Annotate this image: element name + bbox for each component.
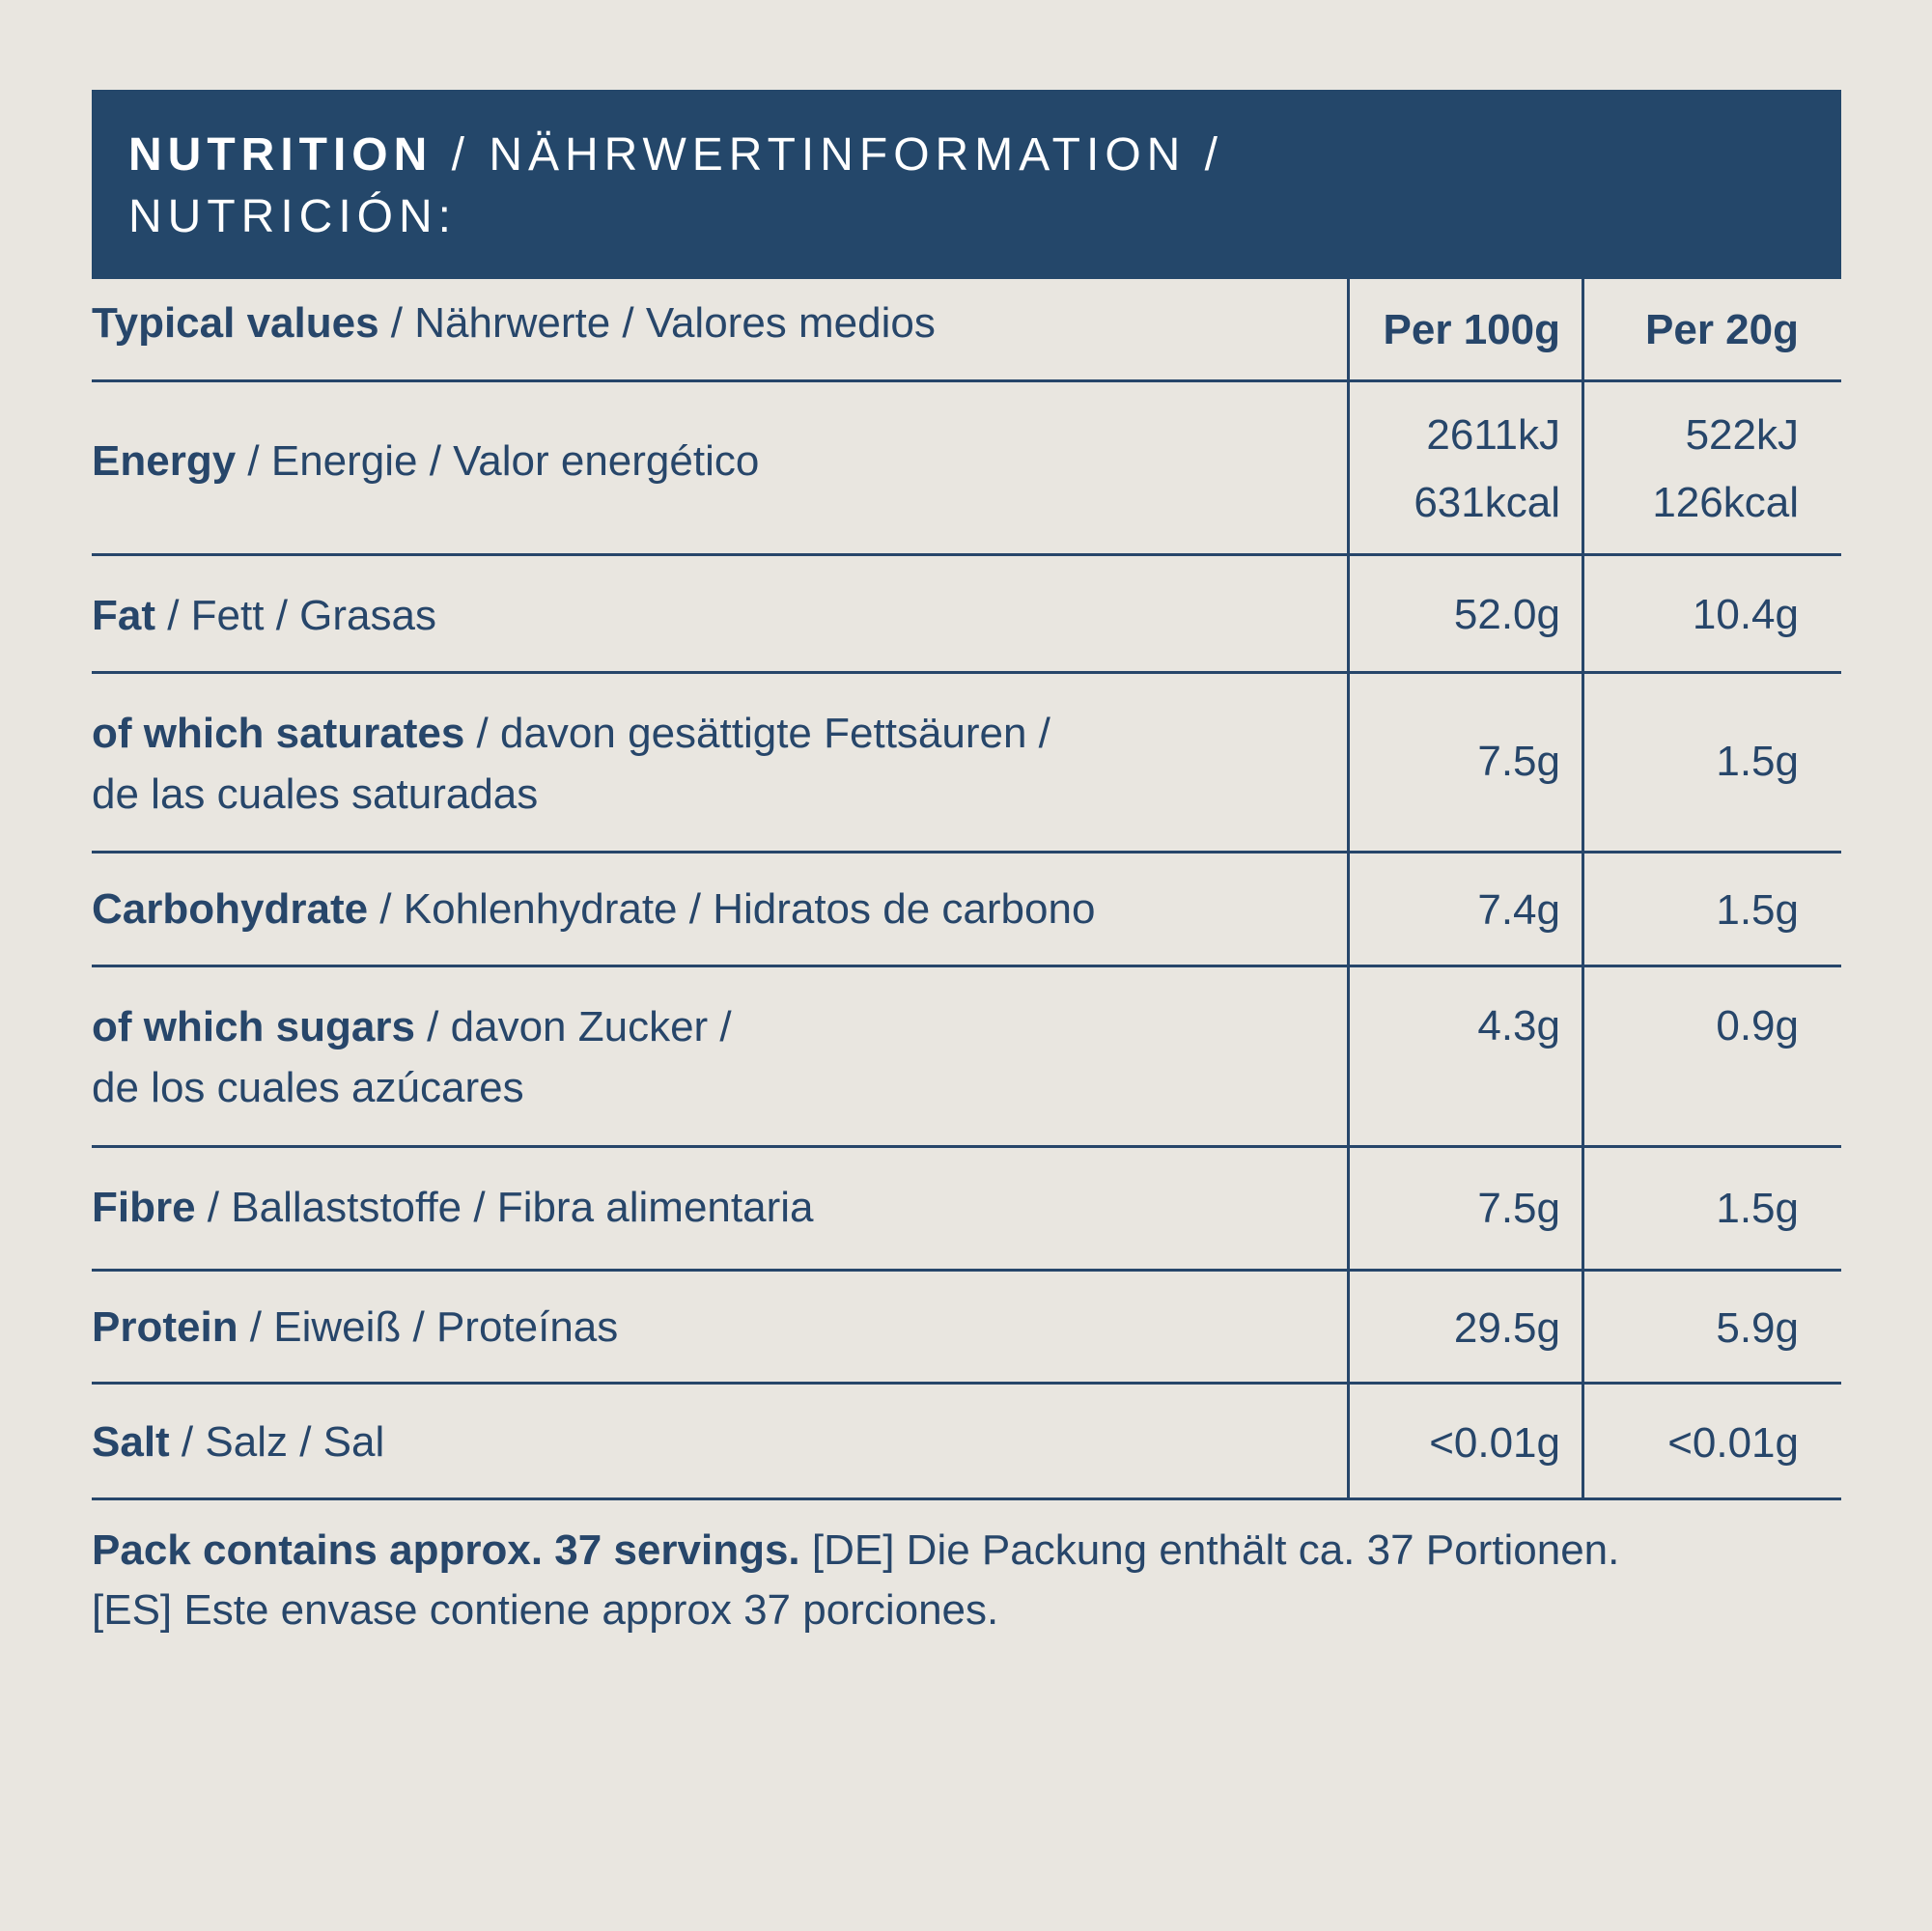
row-label-rest: / Energie / Valor energético: [236, 437, 760, 485]
row-label: [92, 556, 1350, 671]
servings-note: [92, 1521, 1841, 1640]
row-label-line1: [92, 996, 1347, 1057]
row-value-per100: 7.5g: [1350, 674, 1584, 851]
row-value-per100: 29.5g: [1350, 1272, 1584, 1382]
row-label-line1: [92, 703, 1347, 764]
row-label-bold: Fibre: [92, 1184, 196, 1231]
column-header-row: [92, 279, 1841, 382]
row-label: [92, 674, 1350, 851]
header-title-strong: NUTRITION: [128, 129, 434, 181]
row-label-rest: / Kohlenhydrate / Hidratos de carbono: [368, 885, 1096, 933]
table-row-carbohydrate: [92, 854, 1841, 967]
header-title-rest: / NÄHRWERTINFORMATION /: [433, 129, 1223, 181]
row-value-per100: [1350, 382, 1584, 553]
row-label-rest: / Ballaststoffe / Fibra alimentaria: [195, 1184, 814, 1231]
row-label-bold: Protein: [92, 1303, 238, 1351]
row-value-per100: 52.0g: [1350, 556, 1584, 671]
row-value-per20: 10.4g: [1692, 591, 1799, 638]
row-label: [92, 1272, 1350, 1382]
column-header-per20: Per 20g: [1645, 306, 1799, 353]
table-row-fibre: [92, 1148, 1841, 1272]
row-label: [92, 967, 1350, 1145]
row-label-bold: Fat: [92, 592, 155, 639]
row-label-line2: de los cuales azúcares: [92, 1064, 524, 1111]
nutrition-panel: [92, 90, 1841, 1500]
table-row-protein: [92, 1272, 1841, 1385]
row-value-per20: 5.9g: [1716, 1304, 1799, 1352]
row-label: [92, 1385, 1350, 1497]
row-value-per20: 1.5g: [1716, 738, 1799, 785]
row-label-bold: Salt: [92, 1418, 170, 1466]
energy-kj-per20: 522kJ: [1685, 411, 1799, 459]
servings-note-rest: [DE] Die Packung enthält ca. 37 Portionen.: [799, 1526, 1620, 1574]
row-label: [92, 1148, 1350, 1269]
row-value-per100: 7.4g: [1350, 854, 1584, 965]
header-title-line2: NUTRICIÓN:: [128, 191, 457, 242]
column-header-label-bold: Typical values: [92, 299, 379, 347]
row-value-per20: [1584, 382, 1841, 553]
table-row-salt: [92, 1385, 1841, 1500]
table-row-fat: [92, 556, 1841, 674]
row-label-rest: / Eiweiß / Proteínas: [238, 1303, 619, 1351]
row-label-rest: / davon gesättigte Fettsäuren /: [464, 710, 1050, 757]
row-label-bold: of which saturates: [92, 710, 465, 757]
row-label-bold: Carbohydrate: [92, 885, 369, 933]
column-header-per100: Per 100g: [1350, 279, 1584, 379]
column-header-label: [92, 279, 1350, 379]
row-value-per100: <0.01g: [1350, 1385, 1584, 1497]
row-label: [92, 382, 1350, 553]
row-value-per20: 1.5g: [1716, 1185, 1799, 1232]
row-value-per20: 0.9g: [1716, 1002, 1799, 1049]
row-value-per100: 4.3g: [1350, 967, 1584, 1145]
servings-note-bold: Pack contains approx. 37 servings.: [92, 1526, 800, 1574]
row-value-per100: 7.5g: [1350, 1148, 1584, 1269]
table-row-saturates: [92, 674, 1841, 854]
energy-kcal-per20: 126kcal: [1652, 479, 1799, 526]
row-label-rest: / Fett / Grasas: [155, 592, 436, 639]
energy-kj-per100: 2611kJ: [1426, 411, 1560, 459]
table-row-sugars: [92, 967, 1841, 1148]
header-title-line1: [128, 125, 1805, 186]
row-value-per20: 1.5g: [1716, 886, 1799, 934]
nutrition-header: [92, 90, 1841, 279]
column-header-label-rest: / Nährwerte / Valores medios: [378, 299, 936, 347]
row-label-bold: of which sugars: [92, 1003, 415, 1050]
row-label-bold: Energy: [92, 437, 237, 485]
row-label-rest: / davon Zucker /: [414, 1003, 732, 1050]
servings-note-line2: [ES] Este envase contiene approx 37 porciones.: [92, 1586, 999, 1634]
row-label-line2: de las cuales saturadas: [92, 770, 539, 818]
row-value-per20: <0.01g: [1667, 1419, 1799, 1467]
energy-kcal-per100: 631kcal: [1414, 479, 1560, 526]
row-label: [92, 854, 1350, 965]
servings-note-line1: [92, 1521, 1841, 1581]
row-label-rest: / Salz / Sal: [169, 1418, 385, 1466]
table-row-energy: [92, 382, 1841, 556]
